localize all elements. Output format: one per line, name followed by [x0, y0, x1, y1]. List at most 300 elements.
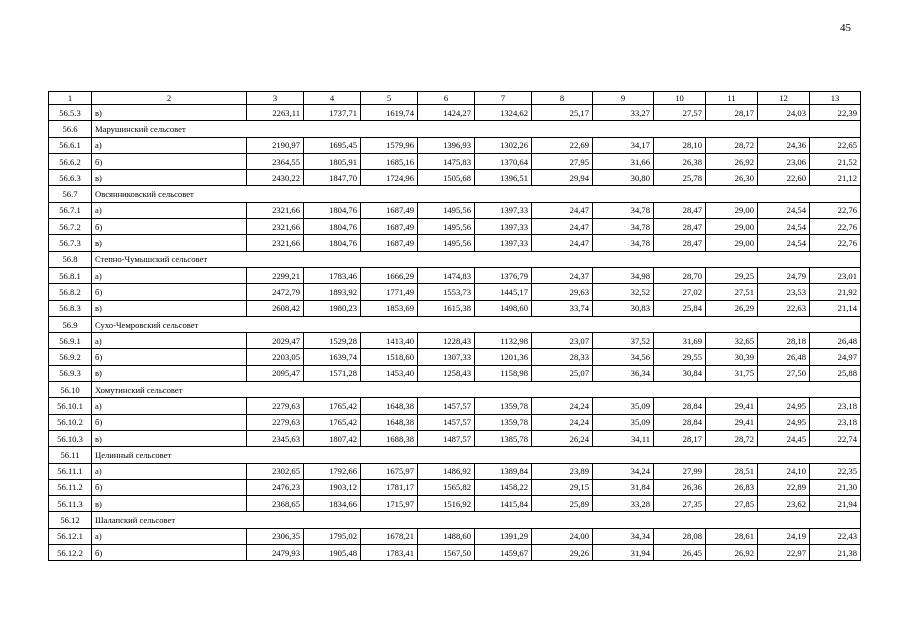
- section-code: 56.12: [49, 512, 92, 528]
- value-cell: 2321,66: [247, 202, 304, 218]
- row-code: 56.10.3: [49, 430, 92, 446]
- value-cell: 1458,22: [475, 479, 532, 495]
- section-title: Марушинский сельсовет: [92, 121, 861, 137]
- value-cell: 29,00: [706, 202, 758, 218]
- value-cell: 1905,48: [304, 545, 361, 561]
- value-cell: 1685,16: [361, 153, 418, 169]
- row-code: 56.10.2: [49, 414, 92, 430]
- value-cell: 21,92: [810, 284, 861, 300]
- section-row: [49, 447, 861, 463]
- table-row: [49, 430, 861, 446]
- value-cell: 2321,66: [247, 219, 304, 235]
- value-cell: 1488,60: [418, 528, 475, 544]
- row-letter: б): [92, 284, 247, 300]
- header-cell: 6: [418, 92, 475, 105]
- value-cell: 26,30: [706, 170, 758, 186]
- value-cell: 1565,82: [418, 479, 475, 495]
- value-cell: 24,36: [758, 137, 810, 153]
- value-cell: 1132,98: [475, 333, 532, 349]
- value-cell: 27,02: [654, 284, 706, 300]
- value-cell: 1648,38: [361, 398, 418, 414]
- value-cell: 1486,92: [418, 463, 475, 479]
- value-cell: 28,18: [758, 333, 810, 349]
- value-cell: 28,61: [706, 528, 758, 544]
- header-row: [49, 92, 861, 105]
- page-number: 45: [840, 22, 851, 34]
- value-cell: 25,88: [810, 365, 861, 381]
- value-cell: 34,17: [593, 137, 654, 153]
- value-cell: 30,80: [593, 170, 654, 186]
- table-row: [49, 545, 861, 561]
- value-cell: 31,69: [654, 333, 706, 349]
- row-code: 56.7.3: [49, 235, 92, 251]
- table-row: [49, 284, 861, 300]
- value-cell: 1666,29: [361, 267, 418, 283]
- value-cell: 29,41: [706, 414, 758, 430]
- value-cell: 1771,49: [361, 284, 418, 300]
- value-cell: 1359,78: [475, 398, 532, 414]
- value-cell: 1715,97: [361, 496, 418, 512]
- value-cell: 21,30: [810, 479, 861, 495]
- table-row: [49, 153, 861, 169]
- value-cell: 31,94: [593, 545, 654, 561]
- row-code: 56.8.2: [49, 284, 92, 300]
- value-cell: 24,54: [758, 219, 810, 235]
- value-cell: 23,01: [810, 267, 861, 283]
- value-cell: 1571,28: [304, 365, 361, 381]
- value-cell: 1475,83: [418, 153, 475, 169]
- value-cell: 1853,69: [361, 300, 418, 316]
- value-cell: 24,54: [758, 202, 810, 218]
- value-cell: 2430,22: [247, 170, 304, 186]
- value-cell: 1385,78: [475, 430, 532, 446]
- value-cell: 22,39: [810, 105, 861, 121]
- value-cell: 35,09: [593, 414, 654, 430]
- value-cell: 2302,65: [247, 463, 304, 479]
- value-cell: 29,15: [532, 479, 593, 495]
- row-code: 56.6.3: [49, 170, 92, 186]
- table-row: [49, 365, 861, 381]
- row-code: 56.8.1: [49, 267, 92, 283]
- row-code: 56.5.3: [49, 105, 92, 121]
- value-cell: 2190,97: [247, 137, 304, 153]
- value-cell: 1445,17: [475, 284, 532, 300]
- section-code: 56.7: [49, 186, 92, 202]
- value-cell: 1453,40: [361, 365, 418, 381]
- value-cell: 22,97: [758, 545, 810, 561]
- value-cell: 28,10: [654, 137, 706, 153]
- header-cell: 7: [475, 92, 532, 105]
- value-cell: 1415,84: [475, 496, 532, 512]
- row-letter: а): [92, 398, 247, 414]
- header-cell: 12: [758, 92, 810, 105]
- row-code: 56.7.1: [49, 202, 92, 218]
- value-cell: 23,89: [532, 463, 593, 479]
- value-cell: 1804,76: [304, 235, 361, 251]
- value-cell: 24,47: [532, 219, 593, 235]
- value-cell: 1359,78: [475, 414, 532, 430]
- value-cell: 1389,84: [475, 463, 532, 479]
- value-cell: 1396,51: [475, 170, 532, 186]
- value-cell: 26,36: [654, 479, 706, 495]
- section-row: [49, 251, 861, 267]
- value-cell: 1396,93: [418, 137, 475, 153]
- value-cell: 1495,56: [418, 219, 475, 235]
- header-cell: 8: [532, 92, 593, 105]
- value-cell: 2368,65: [247, 496, 304, 512]
- value-cell: 1302,26: [475, 137, 532, 153]
- value-cell: 1807,42: [304, 430, 361, 446]
- value-cell: 32,65: [706, 333, 758, 349]
- value-cell: 21,12: [810, 170, 861, 186]
- table-row: [49, 496, 861, 512]
- value-cell: 21,14: [810, 300, 861, 316]
- table-row: [49, 170, 861, 186]
- value-cell: 28,47: [654, 202, 706, 218]
- value-cell: 27,95: [532, 153, 593, 169]
- value-cell: 1783,46: [304, 267, 361, 283]
- value-cell: 1459,67: [475, 545, 532, 561]
- value-cell: 24,54: [758, 235, 810, 251]
- section-code: 56.11: [49, 447, 92, 463]
- value-cell: 21,52: [810, 153, 861, 169]
- row-code: 56.10.1: [49, 398, 92, 414]
- row-code: 56.11.1: [49, 463, 92, 479]
- value-cell: 29,00: [706, 235, 758, 251]
- row-code: 56.9.3: [49, 365, 92, 381]
- value-cell: 1804,76: [304, 202, 361, 218]
- header-cell: 9: [593, 92, 654, 105]
- value-cell: 28,47: [654, 219, 706, 235]
- value-cell: 2095,47: [247, 365, 304, 381]
- value-cell: 22,89: [758, 479, 810, 495]
- section-row: [49, 316, 861, 332]
- value-cell: 1687,49: [361, 235, 418, 251]
- value-cell: 30,83: [593, 300, 654, 316]
- value-cell: 24,37: [532, 267, 593, 283]
- table-row: [49, 267, 861, 283]
- value-cell: 37,52: [593, 333, 654, 349]
- row-code: 56.8.3: [49, 300, 92, 316]
- value-cell: 24,24: [532, 398, 593, 414]
- value-cell: 22,65: [810, 137, 861, 153]
- value-cell: 1619,74: [361, 105, 418, 121]
- value-cell: 1498,60: [475, 300, 532, 316]
- value-cell: 26,92: [706, 153, 758, 169]
- value-cell: 30,84: [654, 365, 706, 381]
- value-cell: 1639,74: [304, 349, 361, 365]
- value-cell: 34,78: [593, 202, 654, 218]
- value-cell: 26,48: [758, 349, 810, 365]
- value-cell: 1687,49: [361, 202, 418, 218]
- value-cell: 1980,23: [304, 300, 361, 316]
- value-cell: 31,66: [593, 153, 654, 169]
- header-cell: 2: [92, 92, 247, 105]
- value-cell: 29,25: [706, 267, 758, 283]
- value-cell: 35,09: [593, 398, 654, 414]
- value-cell: 27,35: [654, 496, 706, 512]
- value-cell: 23,18: [810, 414, 861, 430]
- value-cell: 28,47: [654, 235, 706, 251]
- value-cell: 23,18: [810, 398, 861, 414]
- value-cell: 1258,43: [418, 365, 475, 381]
- section-row: [49, 512, 861, 528]
- value-cell: 1487,57: [418, 430, 475, 446]
- value-cell: 1370,64: [475, 153, 532, 169]
- value-cell: 33,27: [593, 105, 654, 121]
- value-cell: 23,62: [758, 496, 810, 512]
- value-cell: 29,00: [706, 219, 758, 235]
- value-cell: 21,94: [810, 496, 861, 512]
- value-cell: 2472,79: [247, 284, 304, 300]
- value-cell: 1579,96: [361, 137, 418, 153]
- section-title: Хомутинский сельсовет: [92, 382, 861, 398]
- value-cell: 24,47: [532, 235, 593, 251]
- value-cell: 2279,63: [247, 398, 304, 414]
- row-code: 56.7.2: [49, 219, 92, 235]
- value-cell: 25,84: [654, 300, 706, 316]
- value-cell: 1324,62: [475, 105, 532, 121]
- value-cell: 1805,91: [304, 153, 361, 169]
- value-cell: 32,52: [593, 284, 654, 300]
- value-cell: 29,41: [706, 398, 758, 414]
- value-cell: 1781,17: [361, 479, 418, 495]
- value-cell: 34,78: [593, 235, 654, 251]
- value-cell: 2321,66: [247, 235, 304, 251]
- section-title: Шалапский сельсовет: [92, 512, 861, 528]
- value-cell: 36,34: [593, 365, 654, 381]
- value-cell: 29,55: [654, 349, 706, 365]
- row-letter: б): [92, 349, 247, 365]
- value-cell: 33,74: [532, 300, 593, 316]
- value-cell: 1457,57: [418, 414, 475, 430]
- value-cell: 28,72: [706, 430, 758, 446]
- row-letter: в): [92, 105, 247, 121]
- value-cell: 26,24: [532, 430, 593, 446]
- value-cell: 24,47: [532, 202, 593, 218]
- value-cell: 26,38: [654, 153, 706, 169]
- value-cell: 2345,63: [247, 430, 304, 446]
- value-cell: 28,08: [654, 528, 706, 544]
- value-cell: 33,28: [593, 496, 654, 512]
- value-cell: 28,84: [654, 398, 706, 414]
- section-row: [49, 186, 861, 202]
- value-cell: 22,76: [810, 202, 861, 218]
- value-cell: 26,45: [654, 545, 706, 561]
- row-letter: б): [92, 414, 247, 430]
- value-cell: 2299,21: [247, 267, 304, 283]
- value-cell: 1765,42: [304, 414, 361, 430]
- value-cell: 27,50: [758, 365, 810, 381]
- value-cell: 28,70: [654, 267, 706, 283]
- section-title: Овсянниковский сельсовет: [92, 186, 861, 202]
- section-title: Целинный сельсовет: [92, 447, 861, 463]
- row-letter: а): [92, 463, 247, 479]
- row-letter: в): [92, 300, 247, 316]
- value-cell: 1648,38: [361, 414, 418, 430]
- value-cell: 28,33: [532, 349, 593, 365]
- value-cell: 25,17: [532, 105, 593, 121]
- value-cell: 22,74: [810, 430, 861, 446]
- value-cell: 1695,45: [304, 137, 361, 153]
- value-cell: 1847,70: [304, 170, 361, 186]
- value-cell: 28,51: [706, 463, 758, 479]
- value-cell: 22,63: [758, 300, 810, 316]
- header-cell: 10: [654, 92, 706, 105]
- value-cell: 24,95: [758, 398, 810, 414]
- value-cell: 28,84: [654, 414, 706, 430]
- section-code: 56.9: [49, 316, 92, 332]
- value-cell: 24,19: [758, 528, 810, 544]
- value-cell: 1516,92: [418, 496, 475, 512]
- value-cell: 1376,79: [475, 267, 532, 283]
- header-cell: 4: [304, 92, 361, 105]
- row-letter: в): [92, 365, 247, 381]
- section-code: 56.6: [49, 121, 92, 137]
- value-cell: 1903,12: [304, 479, 361, 495]
- section-code: 56.10: [49, 382, 92, 398]
- value-cell: 29,94: [532, 170, 593, 186]
- row-letter: б): [92, 479, 247, 495]
- value-cell: 34,11: [593, 430, 654, 446]
- table-row: [49, 202, 861, 218]
- table-row: [49, 300, 861, 316]
- row-letter: б): [92, 545, 247, 561]
- value-cell: 1307,33: [418, 349, 475, 365]
- table-row: [49, 235, 861, 251]
- table-row: [49, 219, 861, 235]
- value-cell: 2479,93: [247, 545, 304, 561]
- value-cell: 1792,66: [304, 463, 361, 479]
- row-code: 56.11.2: [49, 479, 92, 495]
- value-cell: 29,63: [532, 284, 593, 300]
- header-cell: 11: [706, 92, 758, 105]
- value-cell: 22,43: [810, 528, 861, 544]
- value-cell: 1457,57: [418, 398, 475, 414]
- value-cell: 1424,27: [418, 105, 475, 121]
- section-title: Степно-Чумышский сельсовет: [92, 251, 861, 267]
- table-row: [49, 137, 861, 153]
- value-cell: 26,92: [706, 545, 758, 561]
- value-cell: 2203,05: [247, 349, 304, 365]
- value-cell: 24,95: [758, 414, 810, 430]
- header-cell: 1: [49, 92, 92, 105]
- table-row: [49, 414, 861, 430]
- value-cell: 24,10: [758, 463, 810, 479]
- row-code: 56.6.2: [49, 153, 92, 169]
- value-cell: 24,00: [532, 528, 593, 544]
- value-cell: 27,99: [654, 463, 706, 479]
- value-cell: 34,98: [593, 267, 654, 283]
- value-cell: 1688,38: [361, 430, 418, 446]
- value-cell: 2476,23: [247, 479, 304, 495]
- row-letter: а): [92, 528, 247, 544]
- value-cell: 1834,66: [304, 496, 361, 512]
- value-cell: 29,26: [532, 545, 593, 561]
- value-cell: 1567,50: [418, 545, 475, 561]
- row-letter: б): [92, 153, 247, 169]
- value-cell: 1505,68: [418, 170, 475, 186]
- value-cell: 1687,49: [361, 219, 418, 235]
- value-cell: 1397,33: [475, 202, 532, 218]
- section-row: [49, 121, 861, 137]
- value-cell: 1553,73: [418, 284, 475, 300]
- tariff-table: [48, 91, 861, 561]
- section-code: 56.8: [49, 251, 92, 267]
- section-title: Сухо-Чемровский сельсовет: [92, 316, 861, 332]
- header-cell: 5: [361, 92, 418, 105]
- row-code: 56.12.2: [49, 545, 92, 561]
- value-cell: 1675,97: [361, 463, 418, 479]
- value-cell: 2029,47: [247, 333, 304, 349]
- value-cell: 26,48: [810, 333, 861, 349]
- row-letter: в): [92, 235, 247, 251]
- value-cell: 22,35: [810, 463, 861, 479]
- value-cell: 1518,60: [361, 349, 418, 365]
- value-cell: 1893,92: [304, 284, 361, 300]
- value-cell: 25,89: [532, 496, 593, 512]
- value-cell: 25,07: [532, 365, 593, 381]
- value-cell: 22,69: [532, 137, 593, 153]
- value-cell: 2364,55: [247, 153, 304, 169]
- value-cell: 28,72: [706, 137, 758, 153]
- value-cell: 1724,96: [361, 170, 418, 186]
- value-cell: 24,79: [758, 267, 810, 283]
- value-cell: 1201,36: [475, 349, 532, 365]
- row-letter: б): [92, 219, 247, 235]
- value-cell: 27,85: [706, 496, 758, 512]
- value-cell: 1228,43: [418, 333, 475, 349]
- value-cell: 28,17: [654, 430, 706, 446]
- value-cell: 1391,29: [475, 528, 532, 544]
- value-cell: 1795,02: [304, 528, 361, 544]
- value-cell: 1615,38: [418, 300, 475, 316]
- row-code: 56.11.3: [49, 496, 92, 512]
- value-cell: 1495,56: [418, 202, 475, 218]
- value-cell: 21,38: [810, 545, 861, 561]
- value-cell: 25,78: [654, 170, 706, 186]
- value-cell: 1529,28: [304, 333, 361, 349]
- value-cell: 34,56: [593, 349, 654, 365]
- value-cell: 28,17: [706, 105, 758, 121]
- value-cell: 26,83: [706, 479, 758, 495]
- value-cell: 22,76: [810, 235, 861, 251]
- value-cell: 2279,63: [247, 414, 304, 430]
- value-cell: 1397,33: [475, 235, 532, 251]
- value-cell: 1765,42: [304, 398, 361, 414]
- value-cell: 30,39: [706, 349, 758, 365]
- value-cell: 1397,33: [475, 219, 532, 235]
- row-letter: в): [92, 496, 247, 512]
- value-cell: 1158,98: [475, 365, 532, 381]
- value-cell: 31,84: [593, 479, 654, 495]
- row-letter: в): [92, 170, 247, 186]
- value-cell: 1678,21: [361, 528, 418, 544]
- value-cell: 1495,56: [418, 235, 475, 251]
- header-cell: 13: [810, 92, 861, 105]
- value-cell: 1804,76: [304, 219, 361, 235]
- row-code: 56.9.1: [49, 333, 92, 349]
- row-code: 56.6.1: [49, 137, 92, 153]
- table-row: [49, 463, 861, 479]
- value-cell: 27,57: [654, 105, 706, 121]
- value-cell: 34,24: [593, 463, 654, 479]
- value-cell: 24,45: [758, 430, 810, 446]
- row-letter: а): [92, 202, 247, 218]
- value-cell: 1737,71: [304, 105, 361, 121]
- value-cell: 1783,41: [361, 545, 418, 561]
- table-row: [49, 479, 861, 495]
